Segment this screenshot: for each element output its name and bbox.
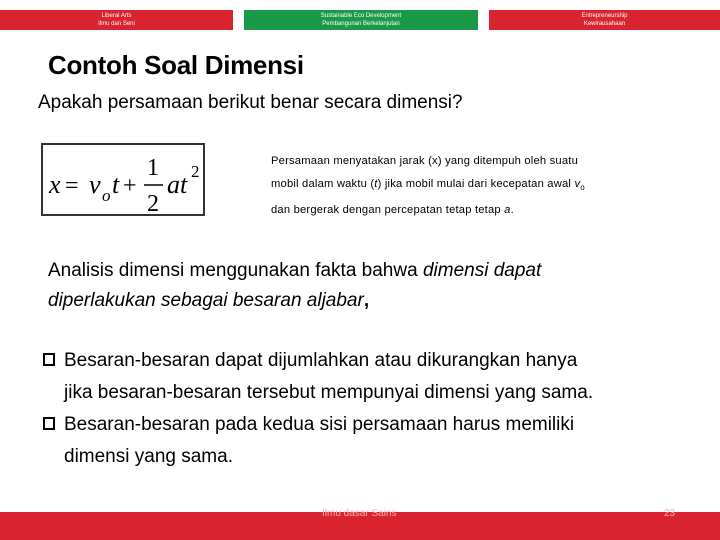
analysis-paragraph [48,256,541,316]
eq-t: t [112,170,120,199]
bullet-1-line1: Besaran-besaran dapat dijumlahkan atau dikurangkan hanya [64,350,578,371]
header-center-line1: Sustainable Eco Development [320,13,402,19]
eq-exp: 2 [191,162,200,181]
bullet-list [42,345,593,473]
question-text: Apakah persamaan berikut benar secara dimensi? [38,92,463,113]
bullet-2-line2: dimensi yang sama. [64,446,233,467]
analysis-line2: diperlakukan sebagai besaran aljabar, [48,290,370,311]
eq-v: v [89,170,101,199]
header-left-line2: Ilmu dan Seni [98,21,135,27]
header-center-line2: Pembangunan Berkelanjutan [322,21,400,27]
analysis-line1: Analisis dimensi menggunakan fakta bahwa dimensi dapat [48,260,542,281]
header-left-line1: Liberal Arts [101,13,132,19]
equation-svg [43,145,207,218]
slide-title: Contoh Soal Dimensi [48,50,304,80]
header-entrepreneurship [489,10,720,30]
header-right-line2: Kewirausahaan [583,21,626,27]
footer-text: Ilmu dasar Sains [322,508,397,519]
eq-v-sub: o [102,186,111,205]
desc-line3: dan bergerak dengan percepatan tetap tetap a. [271,204,514,217]
eq-num: 1 [147,155,159,181]
header-right-line1: Entrepreneurship [581,13,628,19]
eq-plus: + [123,173,137,199]
header-liberal-arts [0,10,233,30]
bullet-1-line2: jika besaran-besaran tersebut mempunyai dimensi yang sama. [64,382,594,403]
bullet-2-line1: Besaran-besaran pada kedua sisi persamaan harus memiliki [64,414,575,435]
bullet-item [42,345,593,377]
checkbox-bullet-icon [42,417,63,433]
page-number: 23 [664,508,676,519]
desc-line2: mobil dalam waktu (t) jika mobil mulai dari kecepatan awal $v_o$ [271,178,585,193]
desc-line1: Persamaan menyatakan jarak (x) yang ditempuh oleh suatu [271,155,579,167]
bullet-item [42,409,593,441]
eq-at: at [167,170,188,199]
eq-lhs: x [49,170,61,199]
title-clip [0,40,304,90]
header-sustainable [244,10,478,30]
eq-equals: = [65,173,79,199]
checkbox-bullet-icon [42,353,63,369]
equation-box [41,143,205,216]
eq-den: 2 [147,191,159,217]
equation-description [271,150,691,222]
